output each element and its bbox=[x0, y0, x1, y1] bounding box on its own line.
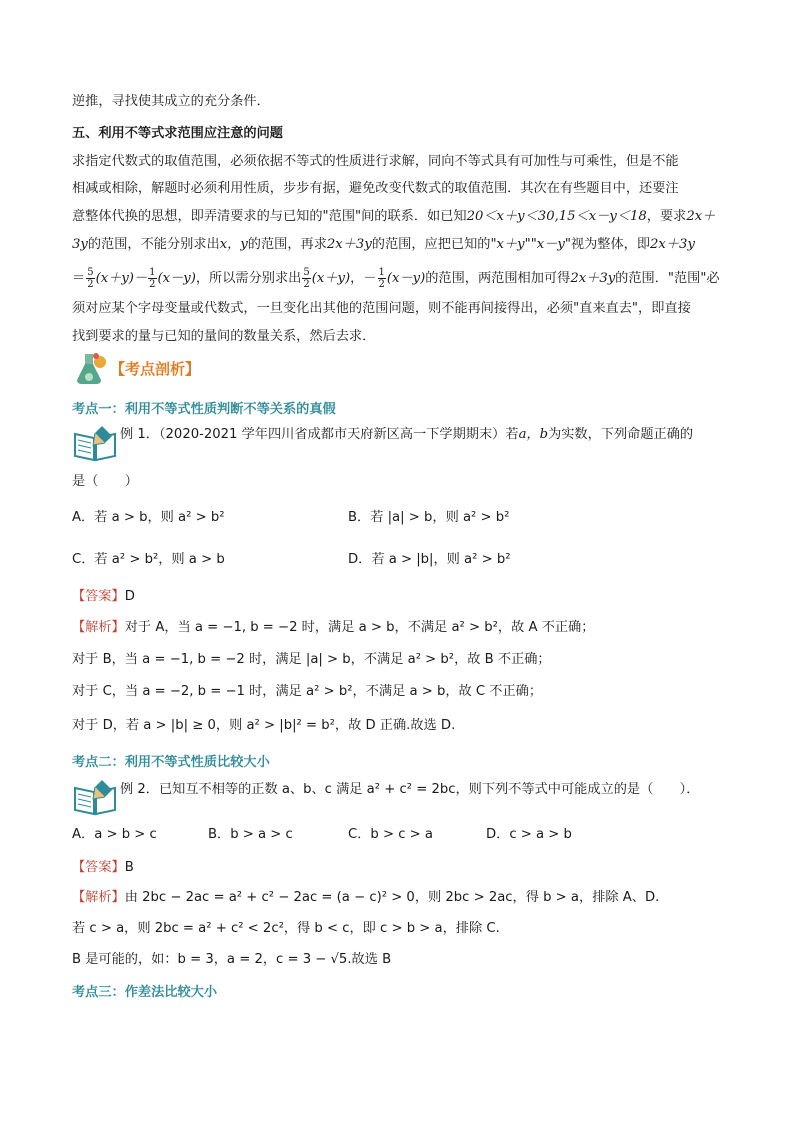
fraction-num: 1 bbox=[378, 266, 385, 278]
fraction-den: 2 bbox=[303, 278, 310, 290]
fraction bbox=[148, 267, 156, 290]
option-a: A．a > b > c bbox=[72, 827, 157, 842]
analysis-tag: 【解析】 bbox=[72, 620, 125, 635]
text-run: ，－ bbox=[350, 271, 377, 286]
answer-line bbox=[72, 587, 732, 607]
topic-title: 考点一：利用不等式性质判断不等关系的真假 bbox=[72, 402, 336, 417]
math-run: (x＋y) bbox=[311, 271, 351, 286]
math-run: 2x＋3y bbox=[570, 271, 616, 286]
section-banner bbox=[72, 352, 272, 386]
math-run: (x－y) bbox=[157, 271, 196, 286]
math-run: a，b bbox=[518, 427, 549, 442]
text-line: 须对应某个字母变量或代数式，一旦变化出其他的范围问题，则不能再间接得出，必须"直来直去"，即直接 bbox=[72, 301, 691, 316]
analysis-line bbox=[72, 618, 732, 638]
option-a: A．若 a > b，则 a² > b² bbox=[72, 510, 225, 525]
math-run: 2x＋ bbox=[686, 209, 716, 224]
option-c: C．若 a² > b²，则 a > b bbox=[72, 552, 225, 567]
analysis-line: 若 c > a，则 2bc = a² + c² < 2c²，得 b < c，即 c > b > a，排除 C. bbox=[72, 921, 500, 936]
math-run: 2x＋3y bbox=[650, 237, 695, 252]
text-run: 的范围，不能分别求出 bbox=[87, 237, 220, 252]
fraction bbox=[302, 267, 310, 290]
text-run: 意整体代换的思想，即弄清要求的与已知的"范围"间的联系．如已知 bbox=[72, 209, 467, 224]
text-run: 的范围，两范围相加可得 bbox=[425, 271, 571, 286]
text-run: 对于 A，当 a = −1, b = −2 时，满足 a > b，不满足 a² > b²，故 A 不正确； bbox=[124, 620, 595, 635]
fraction bbox=[378, 267, 386, 290]
text-run: ＝ bbox=[72, 271, 86, 286]
example-text bbox=[120, 425, 732, 445]
answer-value: D bbox=[124, 589, 135, 604]
analysis-line bbox=[72, 888, 732, 908]
math-run: x－y bbox=[536, 237, 565, 252]
text-line bbox=[72, 207, 732, 227]
math-run: x，y bbox=[219, 237, 248, 252]
section-heading: 五、利用不等式求范围应注意的问题 bbox=[72, 126, 283, 141]
topic-title: 考点三：作差法比较大小 bbox=[72, 985, 218, 1000]
analysis-line: 对于 B，当 a = −1, b = −2 时，满足 |a| > b，不满足 a² > b²，故 B 不正确； bbox=[72, 652, 551, 667]
text-line: 求指定代数式的取值范围，必须依据不等式的性质进行求解，同向不等式具有可加性与可乘性，但是不能 bbox=[72, 154, 679, 169]
text-run: 例 1．（2020-2021 学年四川省成都市天府新区高一下学期期末）若 bbox=[120, 427, 519, 442]
text-run: "视为整体，即 bbox=[564, 237, 651, 252]
text-line: 找到要求的量与已知的量间的数量关系，然后去求． bbox=[72, 329, 376, 344]
analysis-line: 对于 C，当 a = −2, b = −1 时，满足 a² > b²，不满足 a > b，故 C 不正确； bbox=[72, 684, 543, 699]
math-run: 2x＋3y bbox=[326, 237, 372, 252]
text-line bbox=[72, 235, 732, 255]
topic-title: 考点二：利用不等式性质比较大小 bbox=[72, 755, 270, 770]
math-run: (x－y) bbox=[386, 271, 426, 286]
option-d: D．c > a > b bbox=[486, 827, 572, 842]
fraction-num: 5 bbox=[303, 266, 310, 278]
math-run: 3y bbox=[72, 237, 88, 252]
flask-icon bbox=[74, 352, 108, 386]
analysis-tag: 【解析】 bbox=[72, 890, 125, 905]
text-run: ，要求 bbox=[646, 209, 687, 224]
fraction-den: 2 bbox=[87, 278, 94, 290]
example-text: 例 2．已知互不相等的正数 a、b、c 满足 a² + c² = 2bc，则下列不等式中可能成立的是（ ）． bbox=[120, 782, 700, 797]
analysis-line: B 是可能的，如：b = 3，a = 2，c = 3 − √5.故选 B bbox=[72, 952, 392, 967]
fraction-num: 1 bbox=[149, 266, 156, 278]
text-run: 的范围．"范围"必 bbox=[615, 271, 720, 286]
option-b: B．若 |a| > b，则 a² > b² bbox=[348, 510, 510, 525]
example-text: 是（ ） bbox=[72, 474, 138, 489]
math-run: (x＋y)－ bbox=[95, 271, 148, 286]
fraction-num: 5 bbox=[87, 266, 94, 278]
option-d: D．若 a > |b|，则 a² > b² bbox=[348, 552, 511, 567]
answer-value: B bbox=[124, 860, 134, 875]
fraction bbox=[86, 267, 94, 290]
text-run: 由 2bc − 2ac = a² + c² − 2ac = (a − c)² > 0，则 2bc > 2ac，得 b > a，排除 A、D. bbox=[124, 890, 660, 905]
answer-tag: 【答案】 bbox=[72, 589, 125, 604]
answer-line bbox=[72, 858, 732, 878]
fraction-den: 2 bbox=[149, 278, 156, 290]
text-run: ，所以需分别求出 bbox=[195, 271, 302, 286]
text-line: 相减或相除，解题时必须利用性质，步步有据，避免改变代数式的取值范围．其次在有些题目中，还要注 bbox=[72, 181, 679, 196]
book-pencil-icon bbox=[72, 424, 118, 462]
section-label: 【考点剖析】 bbox=[110, 360, 201, 378]
text-run: 为实数，下列命题正确的 bbox=[548, 427, 694, 442]
fraction-den: 2 bbox=[378, 278, 385, 290]
math-run: 20＜x＋y＜30,15＜x－y＜18 bbox=[466, 209, 647, 224]
book-pencil-icon bbox=[72, 778, 118, 816]
analysis-line: 对于 D，若 a > |b| ≥ 0，则 a² > |b|² = b²，故 D 正确.故选 D. bbox=[72, 718, 456, 733]
math-run: x＋y bbox=[496, 237, 525, 252]
formula-line bbox=[72, 266, 732, 294]
answer-tag: 【答案】 bbox=[72, 860, 125, 875]
text-line: 逆推，寻找使其成立的充分条件． bbox=[72, 94, 270, 109]
text-run: 的范围，应把已知的" bbox=[371, 237, 497, 252]
option-b: B．b > a > c bbox=[208, 827, 293, 842]
option-c: C．b > c > a bbox=[348, 827, 433, 842]
text-run: 的范围，再求 bbox=[247, 237, 327, 252]
text-run: "" bbox=[524, 237, 537, 252]
